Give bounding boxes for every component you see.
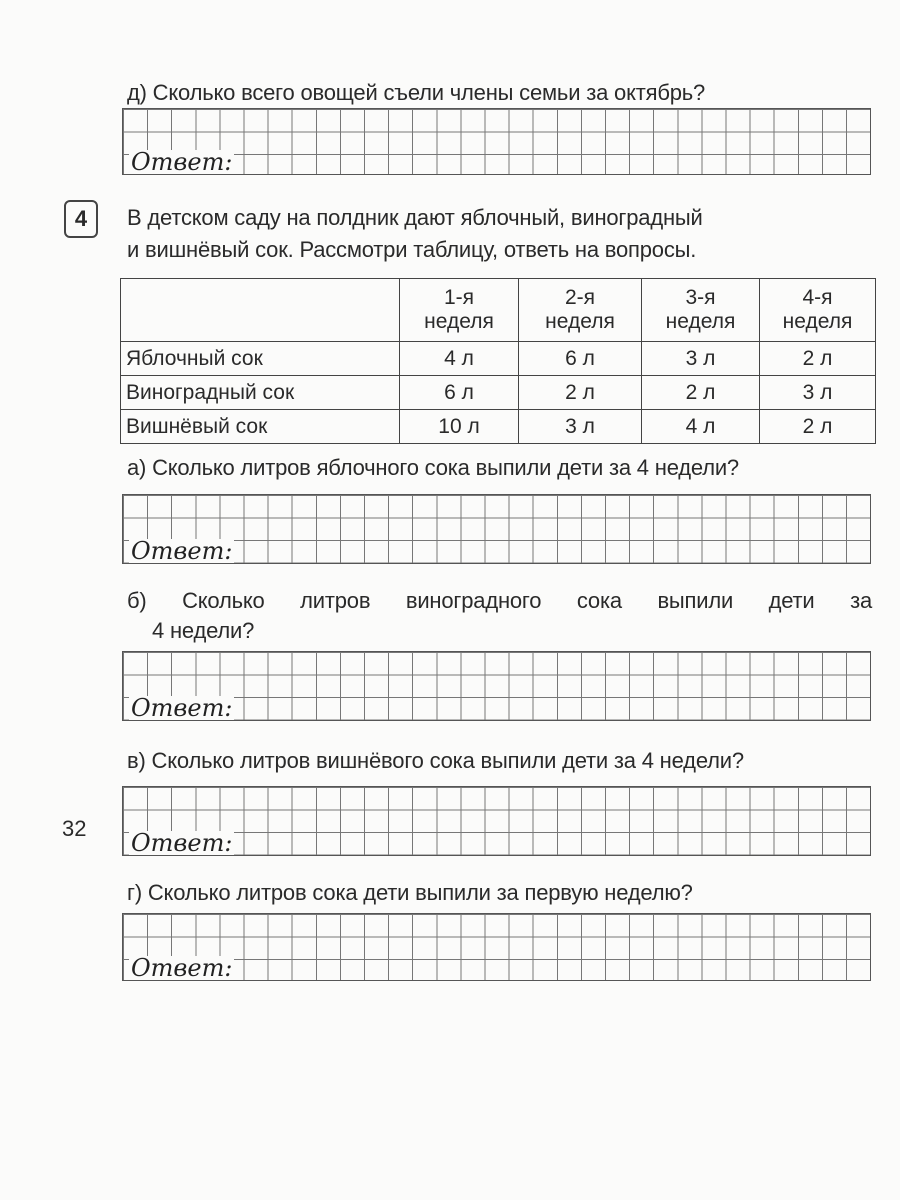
row-label: Вишнёвый сок bbox=[121, 410, 400, 444]
cell: 6 л bbox=[400, 376, 519, 410]
row-label: Яблочный сок bbox=[121, 342, 400, 376]
row-label: Виноградный сок bbox=[121, 376, 400, 410]
answer-grid-b[interactable] bbox=[122, 651, 871, 721]
cell: 2 л bbox=[642, 376, 760, 410]
cell: 3 л bbox=[519, 410, 642, 444]
cell: 2 л bbox=[760, 342, 876, 376]
cell: 6 л bbox=[519, 342, 642, 376]
answer-label: Ответ: bbox=[131, 694, 233, 722]
cell: 3 л bbox=[642, 342, 760, 376]
answer-grid-v[interactable] bbox=[122, 786, 871, 856]
cell: 3 л bbox=[760, 376, 876, 410]
task-text-line1: В детском саду на полдник дают яблочный, виноградный bbox=[127, 205, 703, 230]
task-number: 4 bbox=[64, 200, 98, 238]
juice-table bbox=[120, 278, 876, 444]
question-g: г) Сколько литров сока дети выпили за первую неделю? bbox=[127, 880, 693, 905]
cell: 4 л bbox=[642, 410, 760, 444]
answer-label: Ответ: bbox=[131, 148, 233, 176]
header-week-2: 2-я неделя bbox=[519, 279, 642, 342]
header-week-1: 1-я неделя bbox=[400, 279, 519, 342]
cell: 4 л bbox=[400, 342, 519, 376]
question-b-line1: б) Сколько литров виноградного сока выпили дети за bbox=[127, 588, 872, 613]
answer-grid-a[interactable] bbox=[122, 494, 871, 564]
table-row bbox=[121, 342, 876, 376]
table-row bbox=[121, 376, 876, 410]
table-row bbox=[121, 410, 876, 444]
answer-label: Ответ: bbox=[131, 954, 233, 982]
cell: 10 л bbox=[400, 410, 519, 444]
task-text-line2: и вишнёвый сок. Рассмотри таблицу, ответь на вопросы. bbox=[127, 237, 697, 262]
header-week-3: 3-я неделя bbox=[642, 279, 760, 342]
header-week-4: 4-я неделя bbox=[760, 279, 876, 342]
cell: 2 л bbox=[760, 410, 876, 444]
table-corner bbox=[121, 279, 400, 342]
cell: 2 л bbox=[519, 376, 642, 410]
question-b-line2: 4 недели? bbox=[152, 618, 255, 643]
answer-grid-d[interactable] bbox=[122, 108, 871, 175]
question-a: а) Сколько литров яблочного сока выпили дети за 4 недели? bbox=[127, 455, 739, 480]
answer-label: Ответ: bbox=[131, 829, 233, 857]
page-number: 32 bbox=[62, 816, 87, 841]
answer-label: Ответ: bbox=[131, 537, 233, 565]
question-d: д) Сколько всего овощей съели члены семьи за октябрь? bbox=[127, 80, 706, 105]
answer-grid-g[interactable] bbox=[122, 913, 871, 981]
question-v: в) Сколько литров вишнёвого сока выпили дети за 4 недели? bbox=[127, 748, 744, 773]
